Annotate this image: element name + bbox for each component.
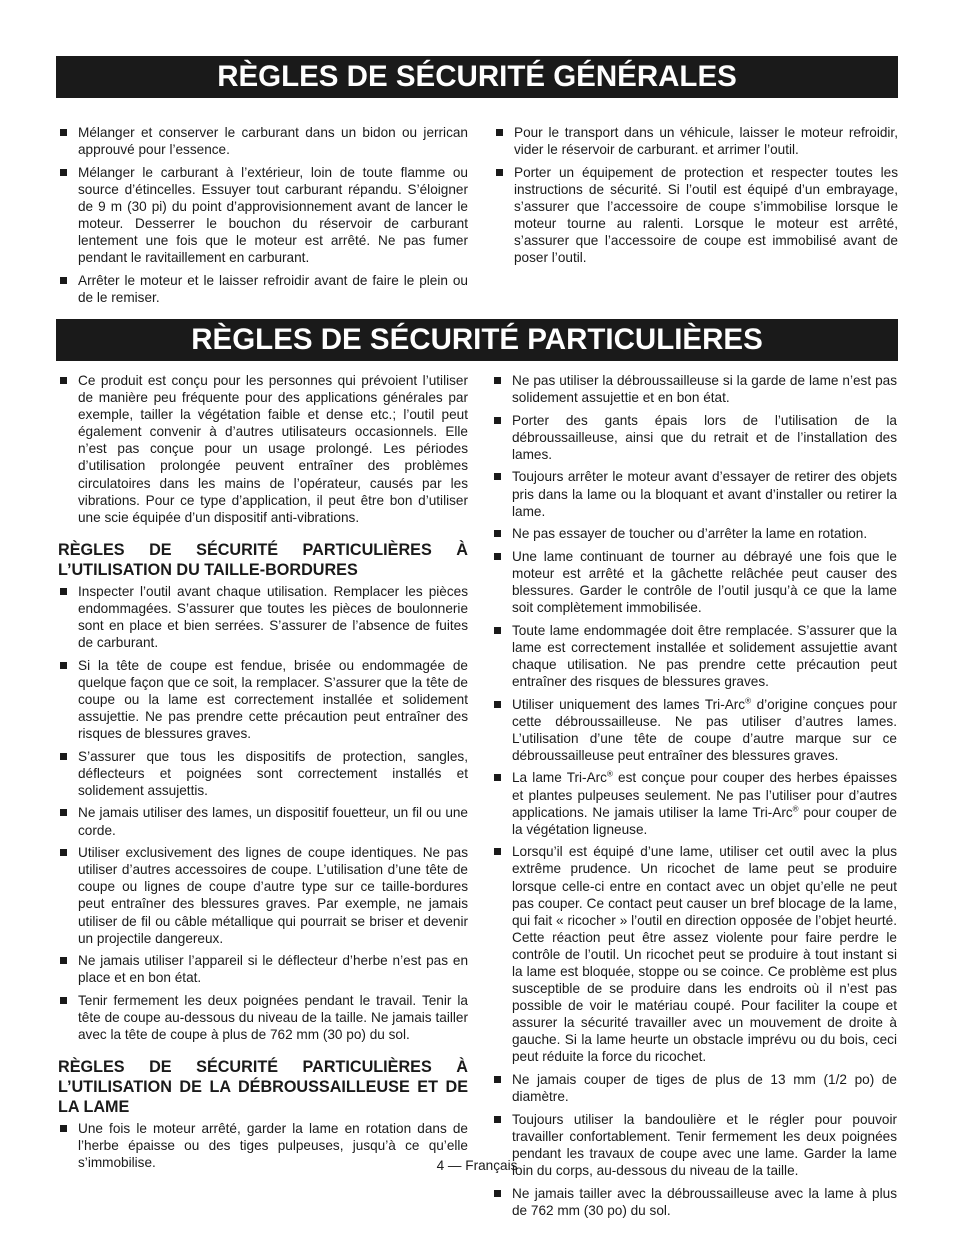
list-item: Ne jamais utiliser l’appareil si le déflecteur d’herbe n’est pas en place et en bon état.	[58, 952, 468, 986]
item-text: d’origine conçues pour cette débroussailleuse. Ne pas utiliser d’autres lames. L’utilisation d’une tête de coupe d’autre marque sur ce débroussailleuse peut entraîner des blessures graves.	[512, 696, 897, 763]
list-item: Ne jamais utiliser des lames, un dispositif fouetteur, un fil ou une corde.	[58, 804, 468, 838]
list-item: Mélanger le carburant à l’extérieur, loin de toute flamme ou source d’étincelles. Essuyer tout carburant répandu. S’éloigner de 9 m (30 pi) du point d’approvisionnement avant de lancer le moteur. Desserrer le bouchon du réservoir de carburant lentement une fois que le moteur est arrêté. Ne pas fumer pendant le ravitaillement en carburant.	[58, 164, 468, 267]
list-item: Toujours utiliser la bandoulière et le régler pour pouvoir travailler confortablement. Tenir fermement les deux poignées pendant les travaux de coupe avec une lame. Garder la lame loin du corps, au-dessous du niveau de la taille.	[492, 1111, 897, 1179]
trimmer-rules-heading: RÈGLES DE SÉCURITÉ PARTICULIÈRES À L’UTILISATION DU TAILLE-BORDURES	[58, 540, 468, 579]
particular-rules-right-column	[492, 372, 897, 1224]
list-item: Tenir fermement les deux poignées pendant le travail. Tenir la tête de coupe au-dessous du niveau de la taille. Ne jamais tailler avec la tête de coupe à plus de 762 mm (30 po) du sol.	[58, 992, 468, 1043]
list-item: Ne jamais tailler avec la débroussailleuse avec la lame à plus de 762 mm (30 po) du sol.	[492, 1185, 897, 1219]
list-item: Toujours arrêter le moteur avant d’essayer de retirer des objets pris dans la lame ou la bloquant et avant d’installer ou retirer la lame.	[492, 468, 897, 519]
registered-mark: ®	[745, 696, 752, 706]
list-item: Arrêter le moteur et le laisser refroidir avant de faire le plein ou de le remiser.	[58, 272, 468, 306]
list-item: Ne jamais couper de tiges de plus de 13 mm (1/2 po) de diamètre.	[492, 1071, 897, 1105]
list-item: Utiliser exclusivement des lignes de coupe identiques. Ne pas utiliser d’autres accessoires de coupe. L’utilisation d’une tête de coupe ou lignes de coupe d’autre type sur ce taille-bordures peut entraîner des blessures graves. Par exemple, ne jamais utiliser de fil ou câble métallique qui pourrait se briser et devenir un projectile dangereux.	[58, 844, 468, 947]
list-item: Pour le transport dans un véhicule, laisser le moteur refroidir, vider le réservoir de carburant. et arrimer l’outil.	[494, 124, 898, 158]
particular-rules-title: RÈGLES DE SÉCURITÉ PARTICULIÈRES	[56, 319, 898, 361]
general-rules-title: RÈGLES DE SÉCURITÉ GÉNÉRALES	[56, 56, 898, 98]
general-rules-right-column	[494, 124, 898, 272]
intro-item: Ce produit est conçu pour les personnes qui prévoient l’utiliser de manière peu fréquente pour des applications générales par exemple, tailler la végétation faible et dense etc.; l’outil peut également convenir à d’autres utilisateurs occasionnels. Elle n’est pas conçue pour un usage prolongé. Les périodes d’utilisation prolongée peuvent entraîner des problèmes circulatoires dans les mains de l’opérateur, causés par les vibrations. Pour ce type d’application, il peut être bon d’utiliser une scie équipée d’un dispositif anti-vibrations.	[58, 372, 468, 526]
item-text: est conçue pour couper des herbes épaisses et plantes pulpeuses seulement. Ne pas l’utiliser pour d’autres applications. Ne jamais utiliser la lame Tri-Arc	[512, 770, 898, 820]
list-item: Porter des gants épais lors de l’utilisation de la débroussailleuse, ainsi que du retrait et de l’installation des lames.	[492, 412, 897, 463]
list-item: Une lame continuant de tourner au débrayé une fois que le moteur est arrêté et la gâchette relâchée peut causer des blessures. Garder le contrôle de l’outil jusqu’à ce que la lame soit complètement immobilisée.	[492, 548, 897, 616]
list-item: Si la tête de coupe est fendue, brisée ou endommagée de quelque façon que ce soit, la remplacer. S’assurer que la tête de coupe ou la lame est correctement installée et solidement assujettie. Ne pas prendre cette précaution peut entraîner des risques de blessures graves.	[58, 657, 468, 742]
item-text: Utiliser uniquement des lames Tri-Arc	[512, 696, 746, 712]
registered-mark: ®	[792, 804, 799, 814]
list-item: Inspecter l’outil avant chaque utilisation. Remplacer les pièces endommagées. S’assurer que toutes les pièces de boulonnerie sont en place et bien serrées. S’assurer de l’absence de fuites de carburant.	[58, 583, 468, 651]
list-item: Ne pas utiliser la débroussailleuse si la garde de lame n’est pas solidement assujettie et en bon état.	[492, 372, 897, 406]
list-item: Lorsqu’il est équipé d’une lame, utiliser cet outil avec la plus extrême prudence. Un ricochet de lame peut se produire lorsque celle-ci entre en contact avec un objet qu’elle ne peut pas couper. Ce contact peut causer un bref blocage de la lame, qui fait « ricocher » l’outil en direction opposée de l’objet heurté. Cette réaction peut être assez violente pour faire perdre le contrôle de l’outil. Un ricochet peut se produire à tout instant si la lame est bloquée, stoppe ou se coince. Ce problème est plus susceptible de se produire dans les endroits où il n’est pas possible de voir le matériau coupé. Pour faciliter la coupe et assurer la sécurité travailler avec un mouvement de droite à gauche. Si la lame heurte un obstacle imprévu ou du bois, ceci peut réduite la force du ricochet.	[492, 843, 897, 1065]
item-text: pour couper de la végétation ligneuse.	[512, 804, 897, 837]
list-item: S’assurer que tous les dispositifs de protection, sangles, déflecteurs et poignées sont correctement installés et solidement assujettis.	[58, 748, 468, 799]
particular-rules-left-column	[58, 372, 468, 1177]
list-item	[492, 769, 897, 837]
list-item: Mélanger et conserver le carburant dans un bidon ou jerrican approuvé pour l’essence.	[58, 124, 468, 158]
list-item: Porter un équipement de protection et respecter toutes les instructions de sécurité. Si l’outil est équipé d’un embrayage, s’assurer que l’accessoire de coupe s’immobilise lorsque le moteur tourne au ralenti. Lorsque le moteur est arrêté, s’assurer que l’accessoire de coupe est immobilisé avant de poser l’outil.	[494, 164, 898, 267]
list-item: Ne pas essayer de toucher ou d’arrêter la lame en rotation.	[492, 525, 897, 542]
list-item: Une fois le moteur arrêté, garder la lame en rotation dans de l’herbe épaisse ou des tiges pulpeuses, jusqu’à ce qu’elle s’immobilise.	[58, 1120, 468, 1171]
brushcutter-rules-heading: RÈGLES DE SÉCURITÉ PARTICULIÈRES À L’UTILISATION DE LA DÉBROUSSAILLEUSE ET DE LA LAME	[58, 1058, 468, 1117]
list-item: Toute lame endommagée doit être remplacée. S’assurer que la lame est correctement installée et solidement assujettie avant chaque utilisation. Ne pas prendre cette précaution peut entraîner des risques de blessures graves.	[492, 622, 897, 690]
list-item	[492, 696, 897, 764]
registered-mark: ®	[606, 769, 613, 779]
item-text: La lame Tri-Arc	[512, 770, 607, 786]
page-footer: 4 — Français	[436, 1158, 518, 1173]
general-rules-left-column	[58, 124, 468, 311]
